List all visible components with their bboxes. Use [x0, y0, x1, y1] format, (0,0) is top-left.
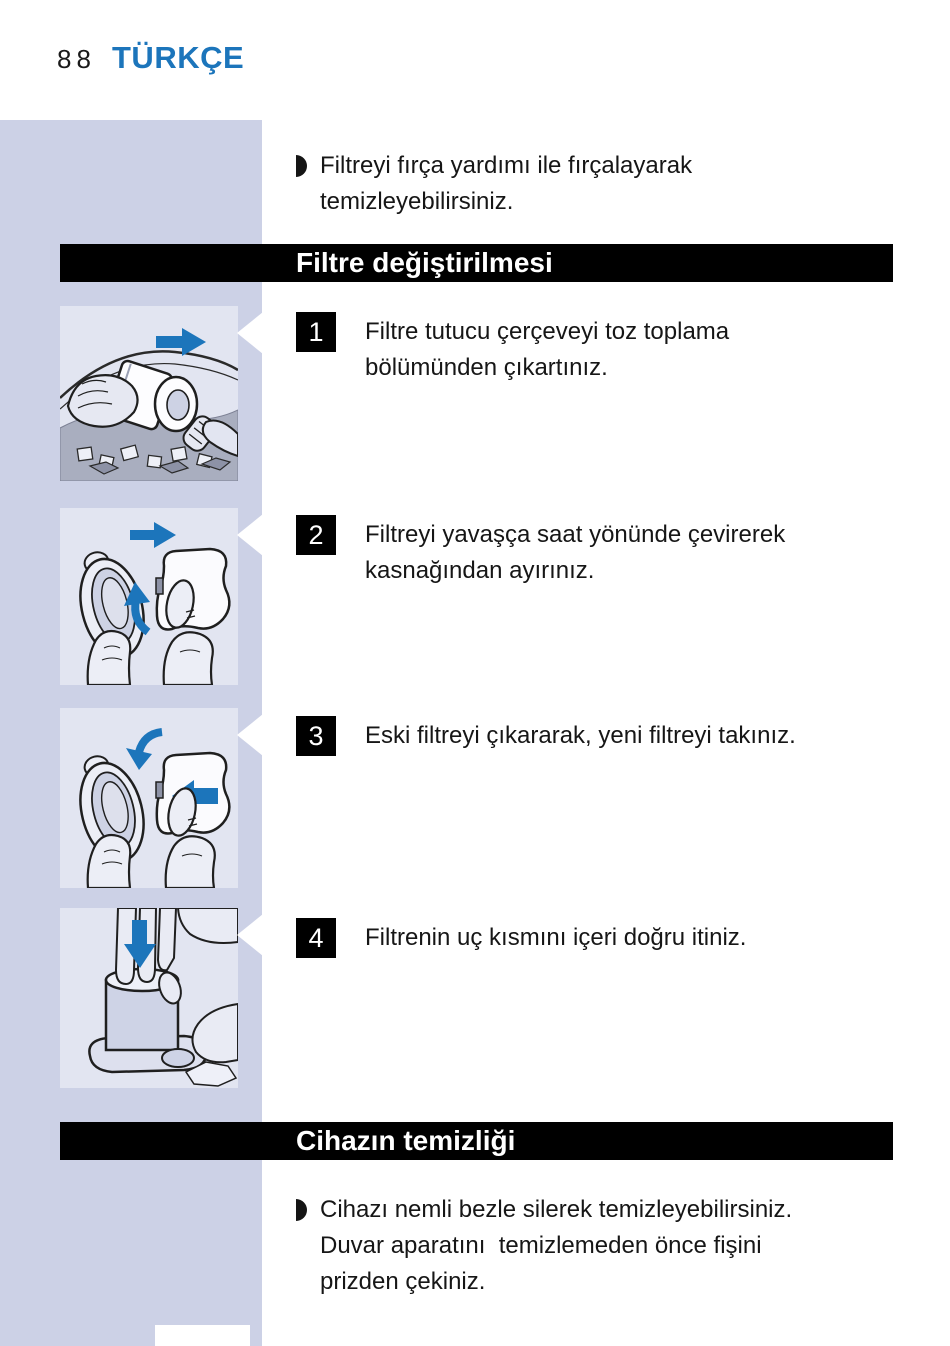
intro-bullet-paragraph	[296, 148, 692, 220]
callout-triangle-step-4	[237, 914, 263, 956]
detach-filter-drawing	[60, 508, 238, 685]
base-knob	[162, 1049, 194, 1067]
remove-filter-holder-drawing	[60, 306, 238, 481]
device-cleaning-bullet-text: Cihazı nemli bezle silerek temizleyebilirsiniz. Duvar aparatını temizlemeden önce fişini prizden çekiniz.	[320, 1196, 793, 1295]
language-title: TÜRKÇE	[112, 40, 245, 75]
illustration-step-1-remove-filter-holder	[60, 306, 238, 481]
push-filter-tip-drawing	[60, 908, 238, 1088]
callout-triangle-step-1	[237, 312, 263, 354]
section-title-device-cleaning: Cihazın temizliği	[296, 1125, 516, 1156]
callout-triangle-step-3	[237, 714, 263, 756]
half-circle-bullet-icon	[296, 1199, 307, 1221]
illustration-step-3-replace-filter	[60, 708, 238, 888]
replace-filter-drawing	[60, 708, 238, 888]
step-2-text: Filtreyi yavaşça saat yönünde çevirerek kasnağından ayırınız.	[365, 521, 786, 584]
device-cleaning-bullet-paragraph	[296, 1192, 792, 1300]
step-4-number-badge	[296, 918, 336, 958]
step-1-number: 1	[308, 317, 324, 347]
page-number: 88	[57, 44, 96, 74]
section-title-bar-device-cleaning	[60, 1122, 893, 1160]
step-3-number: 3	[308, 721, 324, 751]
step-1-number-badge	[296, 312, 336, 352]
step-2-number-badge	[296, 515, 336, 555]
sidebar-bottom-notch	[155, 1325, 250, 1346]
step-1-text: Filtre tutucu çerçeveyi toz toplama bölümünden çıkartınız.	[365, 318, 730, 381]
illustration-step-2-detach-filter	[60, 508, 238, 685]
step-4-number: 4	[308, 923, 324, 953]
intro-bullet-text: Filtreyi fırça yardımı ile fırçalayarak temizleyebilirsiniz.	[320, 152, 693, 215]
illustration-step-4-push-filter-tip	[60, 908, 238, 1088]
step-3-number-badge	[296, 716, 336, 756]
step-3-text: Eski filtreyi çıkararak, yeni filtreyi takınız.	[365, 722, 796, 749]
section-title-bar-filter-replacement	[60, 244, 893, 282]
callout-triangle-step-2	[237, 514, 263, 556]
half-circle-bullet-icon	[296, 155, 307, 177]
step-2-number: 2	[308, 520, 324, 550]
section-title-filter-replacement: Filtre değiştirilmesi	[296, 247, 553, 278]
step-4-text: Filtrenin uç kısmını içeri doğru itiniz.	[365, 924, 747, 951]
